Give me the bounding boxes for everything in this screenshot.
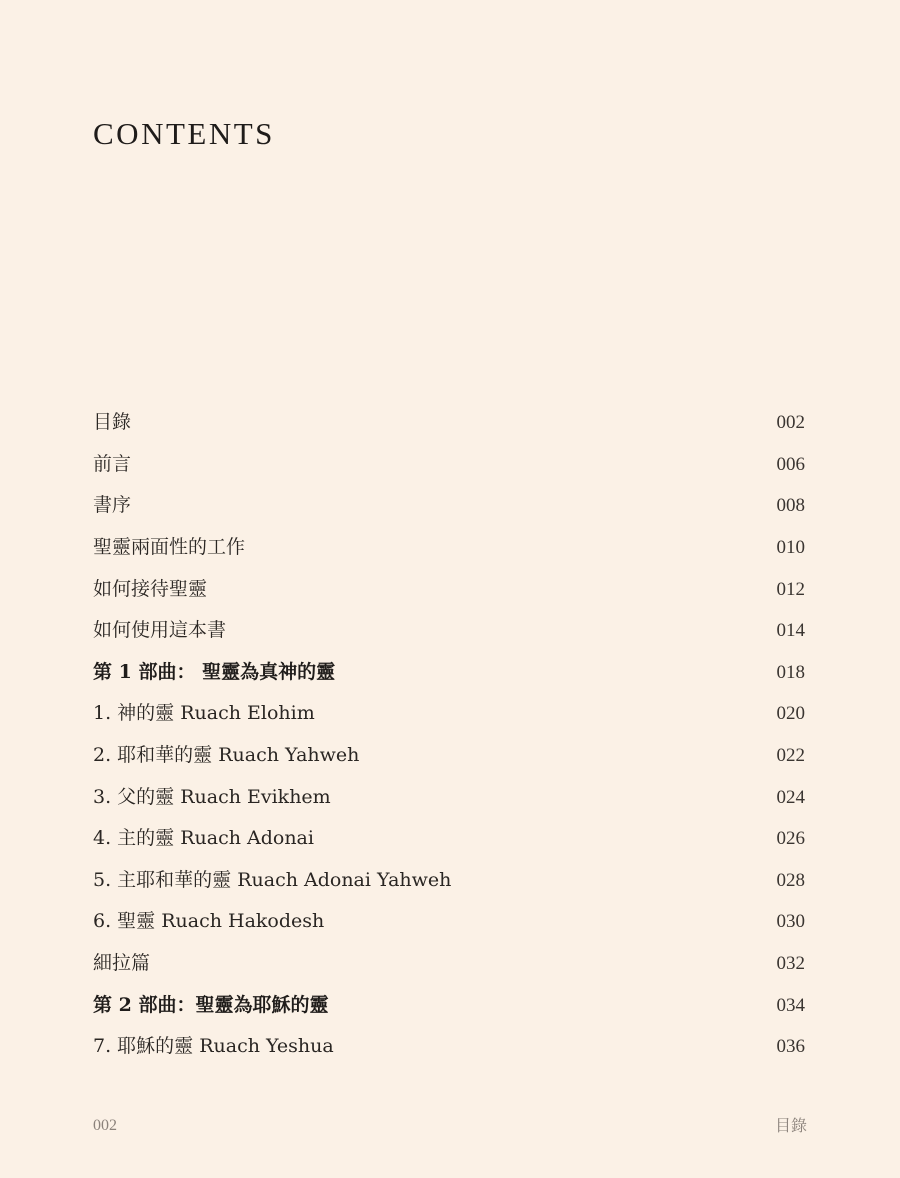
toc-entry-title: 3. 父的靈 Ruach Evikhem	[93, 785, 331, 808]
toc-entry[interactable]	[93, 860, 805, 902]
toc-entry[interactable]	[93, 402, 805, 444]
toc-entry[interactable]	[93, 610, 805, 652]
toc-entry[interactable]	[93, 776, 805, 818]
toc-entry-page-number: 032	[776, 953, 805, 975]
toc-entry[interactable]	[93, 693, 805, 735]
toc-entry-page-number: 026	[776, 828, 805, 850]
toc-entry-title: 第 1 部曲： 聖靈為真神的靈	[93, 660, 336, 683]
toc-entry[interactable]	[93, 1026, 805, 1068]
footer-page-number: 002	[93, 1117, 117, 1134]
toc-entry-title: 如何接待聖靈	[93, 577, 208, 600]
toc-part-heading[interactable]	[93, 652, 805, 694]
toc-entry-page-number: 020	[776, 703, 805, 725]
table-of-contents	[93, 402, 805, 1068]
toc-entry[interactable]	[93, 901, 805, 943]
toc-entry-page-number: 008	[776, 495, 805, 517]
toc-entry-title: 6. 聖靈 Ruach Hakodesh	[93, 910, 325, 933]
toc-entry-title: 如何使用這本書	[93, 619, 227, 642]
toc-entry-page-number: 036	[776, 1036, 805, 1058]
page-title: CONTENTS	[93, 116, 275, 151]
toc-entry[interactable]	[93, 943, 805, 985]
toc-entry-title: 書序	[93, 494, 132, 517]
toc-entry-page-number: 024	[776, 786, 805, 808]
toc-entry-page-number: 010	[776, 537, 805, 559]
toc-entry-page-number: 018	[776, 661, 805, 683]
toc-entry[interactable]	[93, 485, 805, 527]
toc-entry-title: 1. 神的靈 Ruach Elohim	[93, 702, 315, 725]
toc-entry-page-number: 034	[776, 994, 805, 1016]
toc-entry[interactable]	[93, 568, 805, 610]
toc-entry-title: 細拉篇	[93, 952, 151, 975]
toc-entry[interactable]	[93, 527, 805, 569]
toc-entry[interactable]	[93, 444, 805, 486]
toc-entry-page-number: 030	[776, 911, 805, 933]
toc-entry-title: 聖靈兩面性的工作	[93, 536, 246, 559]
toc-entry-page-number: 012	[776, 578, 805, 600]
toc-entry-title: 7. 耶穌的靈 Ruach Yeshua	[93, 1035, 334, 1058]
toc-entry-page-number: 014	[776, 620, 805, 642]
toc-entry[interactable]	[93, 735, 805, 777]
toc-entry-page-number: 028	[776, 869, 805, 891]
toc-entry-title: 前言	[93, 452, 132, 475]
toc-entry-title: 5. 主耶和華的靈 Ruach Adonai Yahweh	[93, 868, 452, 891]
toc-part-heading[interactable]	[93, 984, 805, 1026]
toc-entry-page-number: 022	[776, 745, 805, 767]
toc-entry-title: 第 2 部曲：聖靈為耶穌的靈	[93, 993, 329, 1016]
toc-entry[interactable]	[93, 818, 805, 860]
toc-entry-page-number: 002	[776, 412, 805, 434]
toc-entry-title: 目錄	[93, 411, 132, 434]
toc-entry-title: 2. 耶和華的靈 Ruach Yahweh	[93, 744, 360, 767]
toc-entry-page-number: 006	[776, 453, 805, 475]
toc-entry-title: 4. 主的靈 Ruach Adonai	[93, 827, 314, 850]
footer-section-title: 目錄	[774, 1116, 807, 1135]
